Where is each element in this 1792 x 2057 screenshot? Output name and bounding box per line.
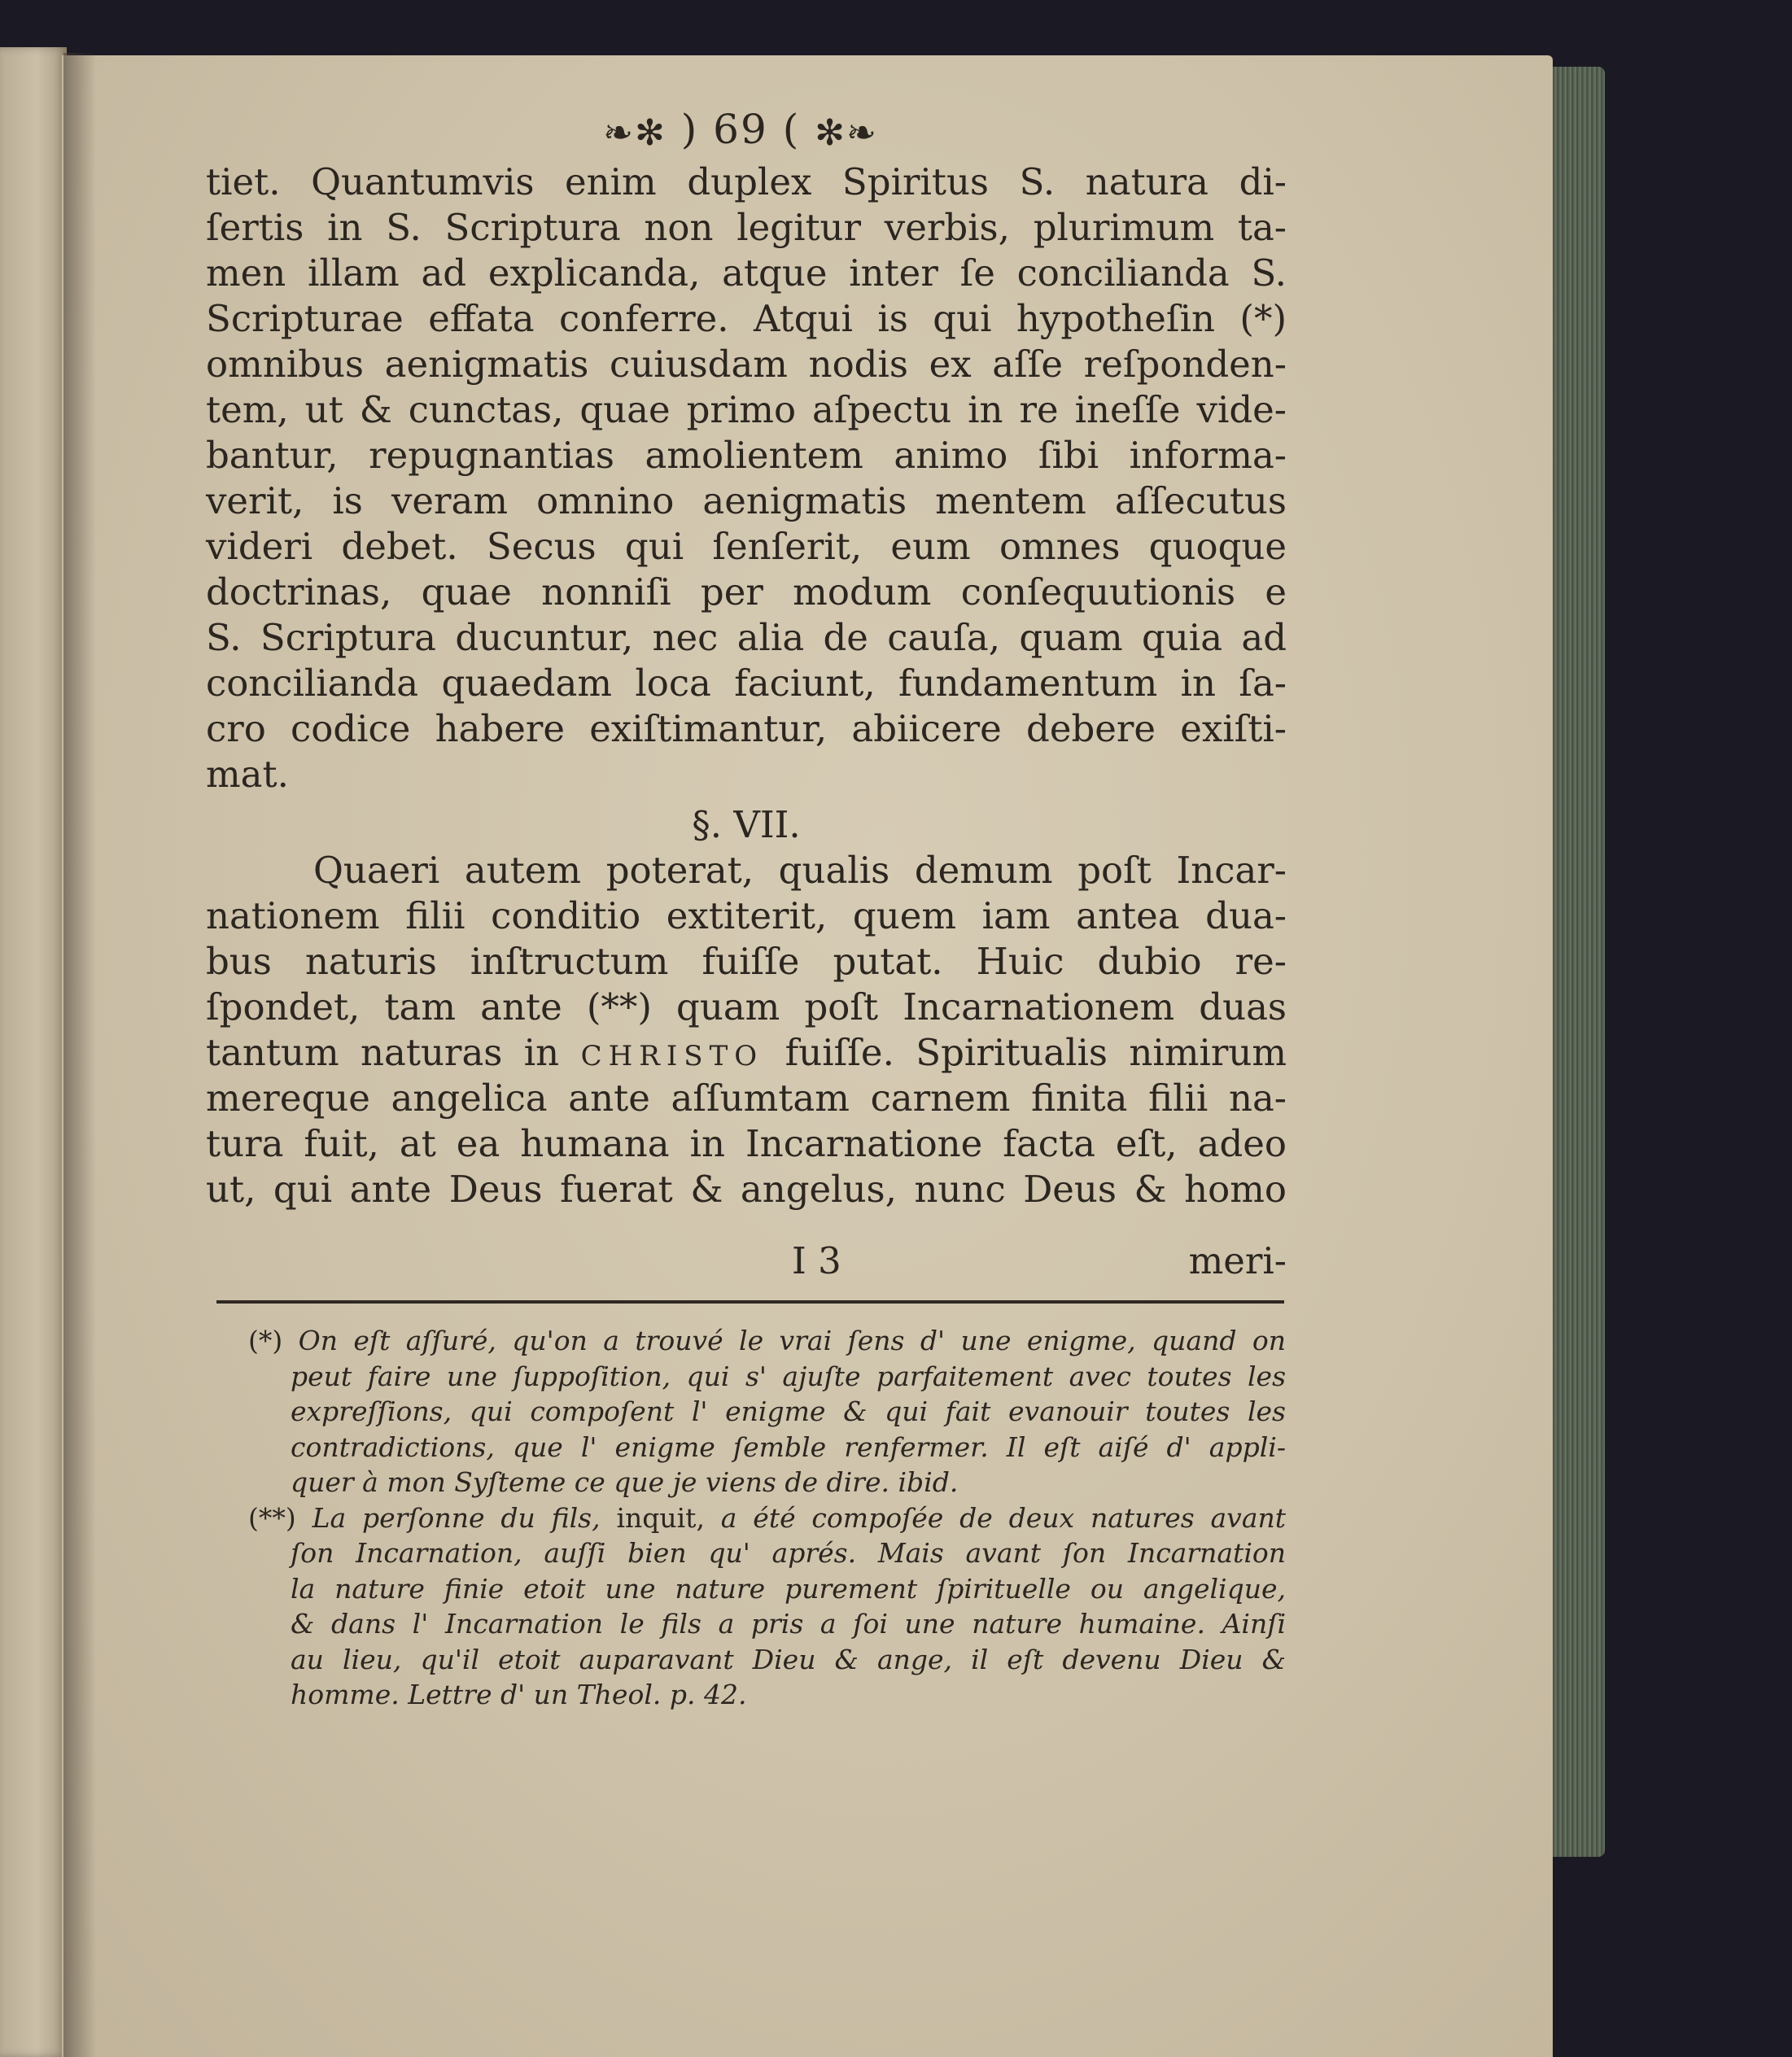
footnote-line: la nature finie etoit une nature purement ſpirituelle ou angelique, (291, 1572, 1286, 1605)
text-line: S. Scriptura ducuntur, nec alia de cauſa, quam quia ad (206, 616, 1287, 659)
footnote-line: quer à mon Syſteme ce que je viens de dire. ibid. (291, 1466, 959, 1498)
footnotes (248, 1323, 1286, 1713)
text-line: ſertis in S. Scriptura non legitur verbis, plurimum ta- (206, 206, 1287, 249)
footnote-2-marker: (**) (248, 1501, 296, 1534)
text-line: Quaeri autem poterat, qualis demum poſt Incar- (313, 849, 1287, 892)
text-line (206, 1030, 1287, 1076)
footnote-text: inquit, (616, 1501, 705, 1534)
text-line: tiet. Quantumvis enim duplex Spiritus S. natura di- (206, 160, 1287, 203)
page-number: ) 69 ( (680, 106, 801, 153)
signature-line (206, 1238, 1287, 1284)
signature-mark: I 3 (792, 1239, 841, 1282)
footnote-text: La perſonne du fils, (312, 1501, 601, 1534)
small-caps-name: CHRISTO (580, 1040, 764, 1072)
footnote-line: expreſſions, qui compoſent l' enigme & qui fait evanouir toutes les (291, 1395, 1286, 1427)
text-fragment: fuiſſe. Spiritualis nimirum (785, 1031, 1287, 1074)
footnote-line: peut faire une ſuppoſition, qui s' ajuſte parfaitement avec toutes les (291, 1360, 1286, 1392)
text-line: bantur, repugnantias amolientem animo ſibi informa- (206, 434, 1287, 477)
text-line: Scripturae effata conferre. Atqui is qui hypotheſin (*) (206, 297, 1287, 340)
footnote-2-first-line (248, 1500, 1286, 1536)
section-heading: §. VII. (692, 803, 801, 846)
footnote-1-marker: (*) (248, 1325, 283, 1356)
footnote-line: homme. Lettre d' un Theol. p. 42. (291, 1679, 747, 1710)
text-line: verit, is veram omnino aenigmatis mentem aſſecutus (206, 479, 1287, 522)
running-head (570, 106, 911, 154)
text-line: men illam ad explicanda, atque inter ſe concilianda S. (206, 251, 1287, 295)
facing-page-edge (0, 47, 67, 2057)
text-line: bus naturis inſtructum fuiſſe putat. Huic dubio re- (206, 940, 1287, 983)
text-line: ut, qui ante Deus fuerat & angelus, nunc Deus & homo (206, 1168, 1287, 1211)
text-line: doctrinas, quae nonniſi per modum conſequutionis e (206, 570, 1287, 614)
text-line: omnibus aenigmatis cuiusdam nodis ex aſſe reſponden- (206, 343, 1287, 386)
text-line: ſpondet, tam ante (**) quam poſt Incarnationem duas (206, 985, 1287, 1028)
footnote-line: contradictions, que l' enigme ſemble renfermer. Il eſt aiſé d' appli- (291, 1430, 1286, 1463)
footnote-1-first-line (248, 1323, 1286, 1359)
text-line: concilianda quaedam loca faciunt, fundamentum in ſa- (206, 662, 1287, 705)
footnote-line: au lieu, qu'il etoit auparavant Dieu & ange, il eſt devenu Dieu & (291, 1643, 1286, 1675)
catchword: meri- (1188, 1239, 1287, 1282)
footnote-rule (216, 1300, 1284, 1304)
text-line: nationem filii conditio extiterit, quem iam antea dua- (206, 894, 1287, 937)
text-line: tura fuit, at ea humana in Incarnatione facta eſt, adeo (206, 1122, 1287, 1165)
footnote-text: On eſt aſſuré, qu'on a trouvé le vrai ſens d' une enigme, quand on (298, 1325, 1287, 1356)
ornament-left-icon: ❧✻ (603, 111, 667, 154)
gutter-shadow (63, 53, 96, 2057)
text-line: cro codice habere exiſtimantur, abiicere debere exiſti- (206, 707, 1287, 750)
ornament-right-icon: ✻❧ (815, 111, 878, 154)
footnote-line: ſon Incarnation, auſſi bien qu' aprés. Mais avant ſon Incarnation (291, 1537, 1286, 1569)
footnote-line: & dans l' Incarnation le fils a pris a ſoi une nature humaine. Ainſi (291, 1608, 1286, 1640)
text-line: tem, ut & cunctas, quae primo aſpectu in re ineſſe vide- (206, 388, 1287, 431)
text-fragment: tantum naturas in (206, 1031, 560, 1074)
text-line: mat. (206, 753, 289, 796)
text-line: videri debet. Secus qui ſenſerit, eum omnes quoque (206, 525, 1287, 568)
main-text (206, 159, 1287, 1212)
footnote-text: a été compoſée de deux natures avant (720, 1501, 1287, 1534)
text-line: mereque angelica ante aſſumtam carnem finita filii na- (206, 1077, 1287, 1120)
